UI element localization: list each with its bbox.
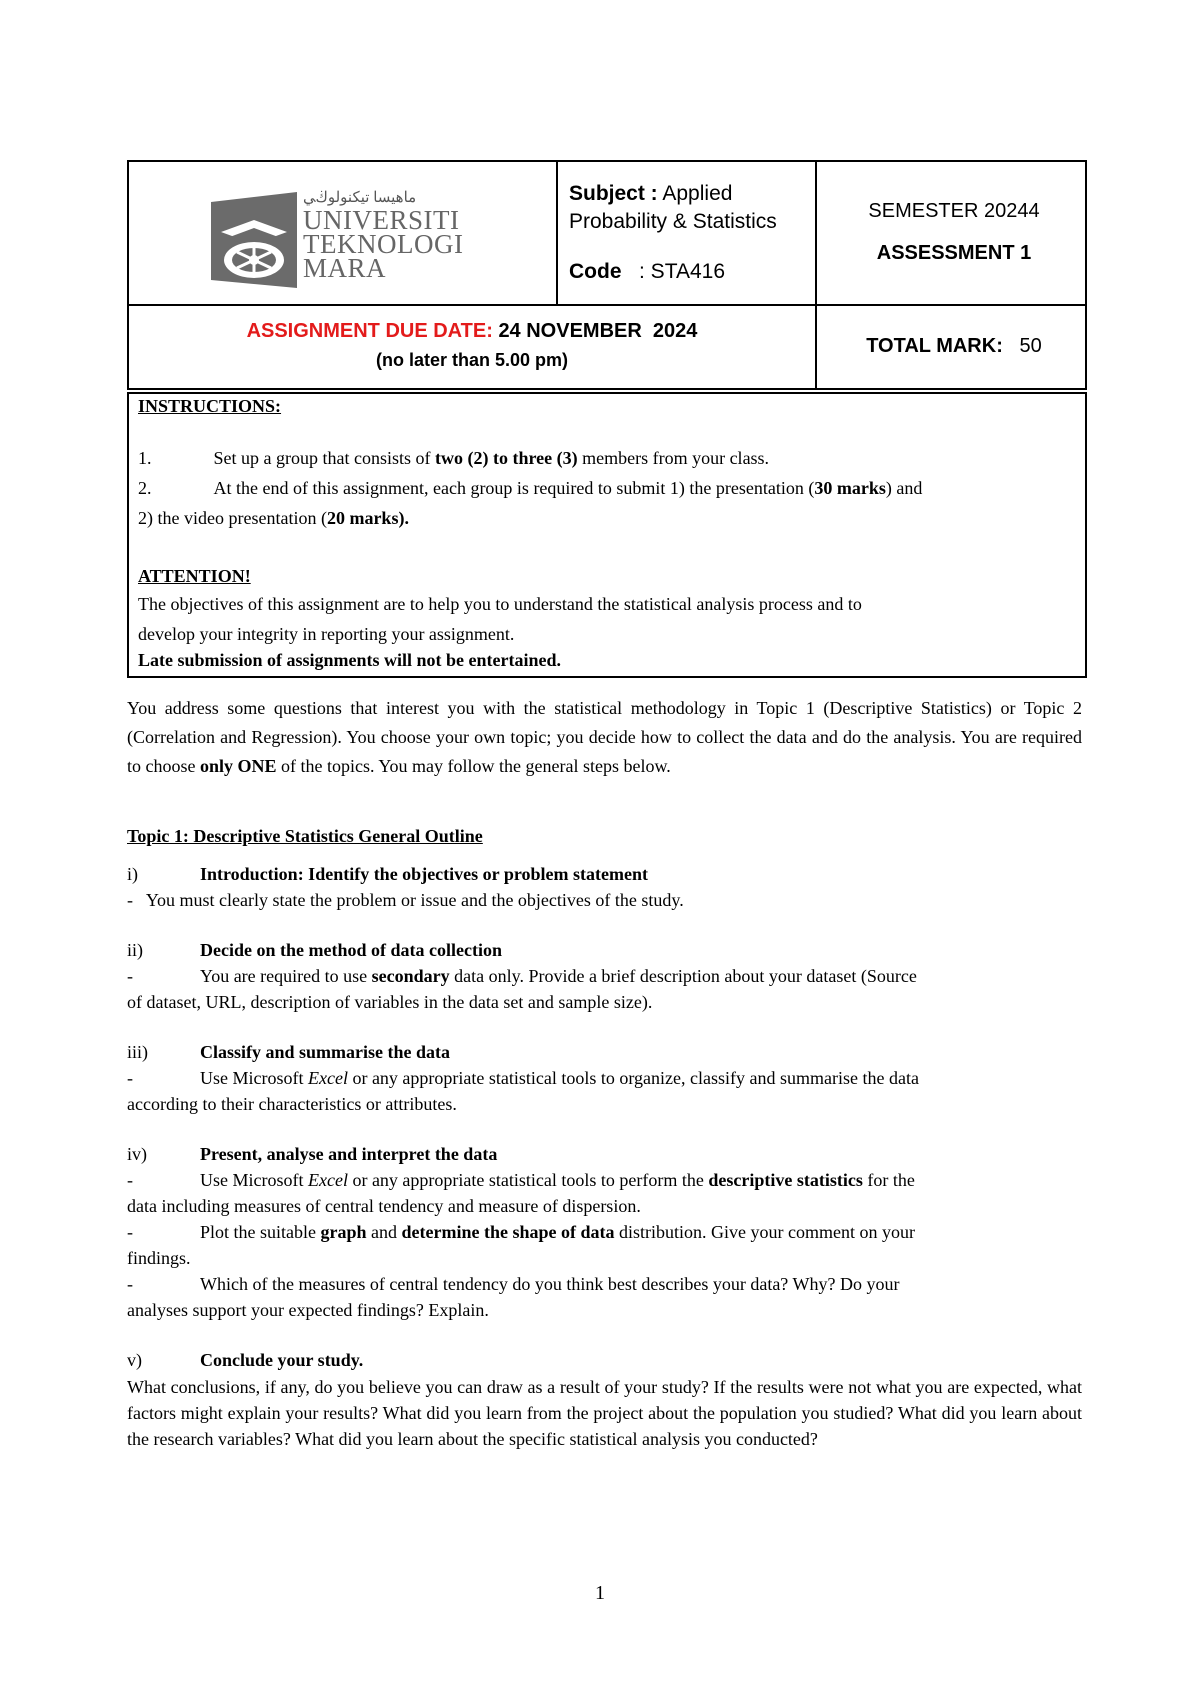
step4-dash-2: -: [127, 1222, 133, 1242]
step5-title: Conclude your study.: [200, 1350, 364, 1370]
step4-text-1: Use Microsoft Excel or any appropriate statistical tools to perform the descriptive statistics for the: [200, 1170, 915, 1190]
logo-line-teknologi: TEKNOLOGI: [303, 229, 464, 259]
step4-dash-3: -: [127, 1274, 133, 1294]
step1-text: - You must clearly state the problem or issue and the objectives of the study.: [127, 890, 684, 910]
step2-dash: -: [127, 966, 133, 986]
step4-text-4: findings.: [127, 1248, 191, 1268]
step3-title: Classify and summarise the data: [200, 1042, 451, 1062]
logo-line-mara: MARA: [303, 253, 387, 283]
assessment-title: ASSESSMENT 1: [876, 242, 1032, 264]
attention-line-2: develop your integrity in reporting your assignment.: [138, 624, 515, 644]
due-date-label: ASSIGNMENT DUE DATE:: [246, 320, 493, 342]
step4-text-6: analyses support your expected findings? Explain.: [127, 1300, 489, 1320]
step2-text-1: You are required to use secondary data only. Provide a brief description about your dataset (Source: [200, 966, 917, 986]
step3-dash: -: [127, 1068, 133, 1088]
due-date-note: (no later than 5.00 pm): [375, 350, 569, 370]
step3-text-1: Use Microsoft Excel or any appropriate statistical tools to organize, classify and summarise the data: [200, 1068, 919, 1088]
instruction-item-2: 2. At the end of this assignment, each group is required to submit 1) the presentation (30 marks) and: [138, 478, 923, 498]
step4-text-5: Which of the measures of central tendency do you think best describes your data? Why? Do your: [200, 1274, 900, 1294]
code-value: : STA416: [639, 260, 726, 283]
university-logo: [207, 192, 469, 288]
intro-paragraph: You address some questions that interest you with the statistical methodology in Topic 1 (Descriptive Statistics) or Topic 2 (Correlation and Regression). You choose your own topic; you decide how to collect the data and do the analysis. You are required to choose only ONE of the topics. You may follow the general steps below.: [127, 698, 1082, 776]
total-mark-label: TOTAL MARK:: [866, 335, 1003, 357]
step2-title: Decide on the method of data collection: [200, 940, 502, 960]
total-mark-value: 50: [1019, 335, 1042, 357]
total-mark: [829, 335, 1079, 358]
step4-text-2: data including measures of central tendency and measure of dispersion.: [127, 1196, 641, 1216]
subject-cell: [569, 180, 809, 286]
subject-value-1: Applied: [662, 182, 733, 205]
subject-label: Subject :: [569, 182, 658, 205]
step4-number: iv): [127, 1144, 147, 1164]
page-number: 1: [595, 1582, 605, 1604]
due-date-value: 24 NOVEMBER 2024: [498, 320, 698, 342]
instruction-item-2-cont: 2) the video presentation (20 marks).: [138, 508, 409, 528]
step5-text: What conclusions, if any, do you believe you can draw as a result of your study? If the results were not what you are expected, what factors might explain your results? What did you learn from the project about the population you studied? What did you learn about the research variables? What did you learn about the specific statistical analysis you conducted?: [127, 1377, 1082, 1449]
logo-line-universiti: UNIVERSITI: [303, 205, 460, 235]
step4-dash-1: -: [127, 1170, 133, 1190]
topic1-title: Topic 1: Descriptive Statistics General Outline: [127, 826, 483, 846]
step4-text-3: Plot the suitable graph and determine the shape of data distribution. Give your comment on your: [200, 1222, 915, 1242]
header-table: [127, 160, 1087, 390]
instructions-title: INSTRUCTIONS:: [138, 396, 282, 416]
logo-jawi-text: ﻣﺎﻫﻴﺴﺎ ﺗﻴﻜﻨﻮﻟﻮڬﻲ: [303, 190, 417, 206]
due-date: [129, 320, 815, 343]
attention-line-3: Late submission of assignments will not be entertained.: [138, 650, 562, 670]
step3-text-2: according to their characteristics or attributes.: [127, 1094, 457, 1114]
step5-number: v): [127, 1350, 142, 1370]
code-label: Code: [569, 260, 622, 283]
step1-title: Introduction: Identify the objectives or problem statement: [200, 864, 648, 884]
subject-value-2: Probability & Statistics: [569, 210, 777, 233]
step2-text-2: of dataset, URL, description of variables in the data set and sample size).: [127, 992, 653, 1012]
attention-line-1: The objectives of this assignment are to help you to understand the statistical analysis process and to: [138, 594, 862, 614]
step2-number: ii): [127, 940, 143, 960]
semester-text: SEMESTER 20244: [868, 200, 1040, 222]
step1-number: i): [127, 864, 138, 884]
instructions-box: [127, 392, 1087, 678]
attention-title: ATTENTION!: [138, 566, 251, 586]
step4-title: Present, analyse and interpret the data: [200, 1144, 498, 1164]
step3-number: iii): [127, 1042, 148, 1062]
instruction-item-1: 1. Set up a group that consists of two (2) to three (3) members from your class.: [138, 448, 770, 468]
